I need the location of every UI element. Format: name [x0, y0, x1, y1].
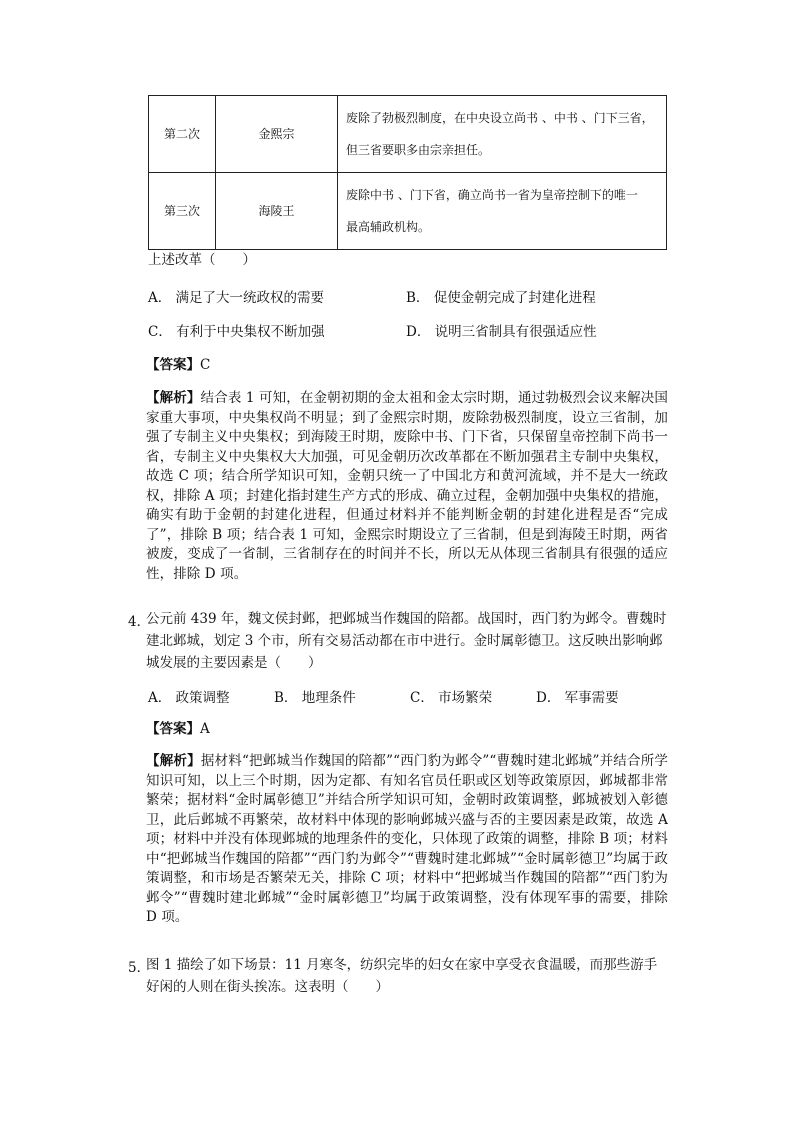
q3-options-row-1 — [148, 286, 668, 304]
q5-number: 5． — [128, 960, 151, 976]
q3-options-row-2 — [148, 320, 668, 338]
analysis-text: 结合表 1 可知，在金朝初期的金太祖和金太宗时期，通过勃极烈会议来解决国家重大事项，中央集权尚不明显；到了金熙宗时期，废除勃极烈制度，设立三省制，加强了专制主义中央集权；到海陵王时期，废除中书、门下省，只保留皇帝控制下尚书一省，专制主义中央集权大大加强，可见金朝历次改革都在不断加强君主专制中央集权，故选 C 项；结合所学知识可知，金朝只统一了中国北方和黄河流域，并不是大一统政权，排除 A 项；封建化指封建生产方式的形成、确立过程，金朝加强中央集权的措施，确实有助于金朝的封建化进程，但通过材料并不能判断金朝的封建化进程是否“完成了”，排除 B 项；结合表 1 可知，金熙宗时期设立了三省制，但是到海陵王时期，两省被废，变成了一省制，三省制存在的时间并不长，所以无从体现三省制具有很强的适应性，排除 D 项。 — [146, 390, 668, 582]
table-cell-ruler: 金熙宗 — [216, 96, 338, 173]
table-cell-desc — [338, 173, 667, 250]
table-cell-order: 第三次 — [149, 173, 216, 250]
answer-label: 【答案】 — [146, 357, 200, 373]
desc-line: 但三省要职多由宗亲担任。 — [346, 143, 491, 157]
q3-analysis — [146, 389, 668, 584]
analysis-label: 【解析】 — [146, 390, 201, 406]
q3-answer — [146, 356, 210, 374]
desc-line: 最高辅政机构。 — [346, 220, 431, 234]
q4-analysis — [146, 752, 668, 928]
answer-value: A — [200, 721, 210, 737]
q4-stem: 公元前 439 年，魏文侯封邺，把邺城当作魏国的陪都。战国时，西门豹为邺令。曹魏时建北邺城，划定 3 个市，所有交易活动都在市中进行。金时属彰德卫。这反映出影响邺城发展的主要因素是（ ） — [146, 611, 667, 671]
q3-option-d: D． 说明三省制具有很强适应性 — [406, 324, 597, 340]
answer-value: C — [200, 357, 211, 373]
q4-option-a: A． 政策调整 — [148, 690, 230, 706]
q3-option-c: C． 有利于中央集权不断加强 — [148, 324, 325, 340]
q4-option-b: B． 地理条件 — [274, 690, 356, 706]
table-cell-ruler: 海陵王 — [216, 173, 338, 250]
q5-stem: 图 1 描绘了如下场景：11 月寒冬，纺织完毕的妇女在家中享受衣食温暖，而那些游手好闲的人则在街头挨冻。这表明（ ） — [146, 957, 658, 995]
q3-stem: 上述改革（ ） — [148, 252, 256, 268]
answer-label: 【答案】 — [146, 721, 200, 737]
q4-option-d: D． 军事需要 — [536, 690, 619, 706]
reform-table — [148, 95, 667, 250]
desc-line: 废除中书 、门下省，确立尚书一省为皇帝控制下的唯一 — [346, 188, 638, 202]
analysis-text: 据材料“把邺城当作魏国的陪都”“西门豹为邺令”“曹魏时建北邺城”并结合所学知识可知，以上三个时期，因为定都、有知名官员任职或区划等政策原因，邺城都非常繁荣；据材料“金时属彰德卫”并结合所学知识可知，金朝时政策调整，邺城被划入彰德卫，此后邺城不再繁荣，故材料中体现的影响邺城兴盛与否的主要因素是政策，故选 A 项；材料中并没有体现邺城的地理条件的变化，只体现了政策的调整，排除 B 项；材料中“把邺城当作魏国的陪都”“西门豹为邺令”“曹魏时建北邺城”“金时属彰德卫”均属于政策调整，和市场是否繁荣无关，排除 C 项；材料中“把邺城当作魏国的陪都”“西门豹为邺令”“曹魏时建北邺城”“金时属彰德卫”均属于政策调整，没有体现军事的需要，排除 D 项。 — [146, 753, 669, 925]
q4-options-row — [148, 686, 668, 704]
q3-option-a: A． 满足了大一统政权的需要 — [148, 290, 325, 306]
q4-number: 4． — [128, 614, 151, 630]
table-row — [149, 173, 667, 250]
table-row — [149, 96, 667, 173]
desc-line: 废除了勃极烈制度，在中央设立尚书 、中书 、门下三省， — [346, 111, 654, 125]
q4-answer — [146, 720, 210, 738]
q4-option-c: C． 市场繁荣 — [410, 690, 493, 706]
table-cell-order: 第二次 — [149, 96, 216, 173]
table-cell-desc — [338, 96, 667, 173]
q3-option-b: B． 促使金朝完成了封建化进程 — [406, 290, 596, 306]
analysis-label: 【解析】 — [146, 753, 201, 769]
